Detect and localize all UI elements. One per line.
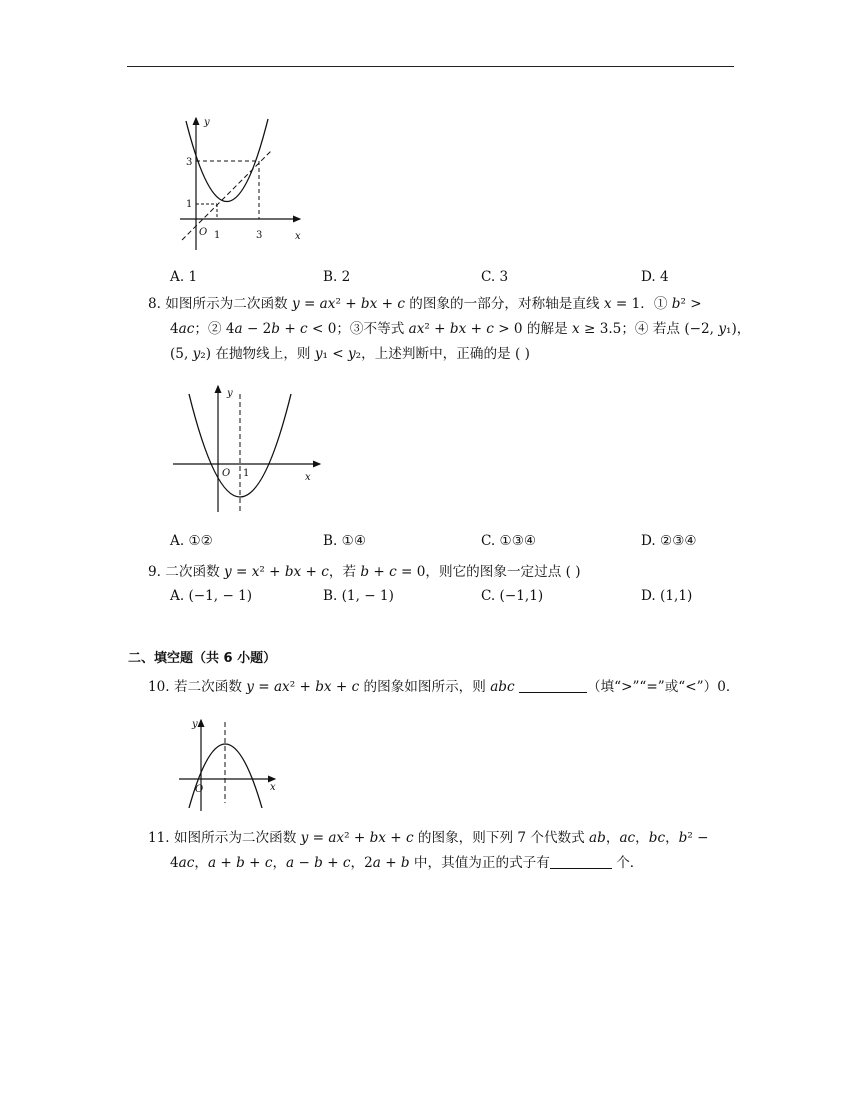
q10-graph — [175, 715, 285, 815]
q7-option-a[interactable]: A. 1 — [170, 269, 198, 285]
q10-text — [148, 678, 739, 696]
svg-text:y: y — [192, 719, 198, 730]
svg-text:1: 1 — [186, 199, 193, 210]
svg-text:1: 1 — [243, 468, 250, 479]
q8-graph — [170, 380, 330, 515]
q7-option-d[interactable]: D. 4 — [641, 269, 669, 285]
q9-text: 9. 二次函数 𝑦 = 𝑥² + 𝑏𝑥 + 𝑐，若 𝑏 + 𝑐 = 0，则它的图象一定过点 ( ) — [148, 564, 581, 580]
q7-option-b[interactable]: B. 2 — [323, 269, 351, 285]
svg-text:x: x — [270, 782, 276, 793]
header-rule — [127, 66, 734, 67]
q8-text-line3: (5, 𝑦₂) 在抛物线上，则 𝑦₁ < 𝑦₂，上述判断中，正确的是 ( ) — [170, 346, 530, 362]
q10-text-a: 10. 若二次函数 𝑦 = 𝑎𝑥² + 𝑏𝑥 + 𝑐 的图象如图所示，则 𝑎𝑏𝑐 — [148, 679, 515, 695]
svg-text:y: y — [204, 117, 210, 128]
svg-text:x: x — [305, 472, 311, 483]
svg-text:y: y — [227, 388, 233, 399]
q9-option-b[interactable]: B. (1, − 1) — [323, 588, 394, 604]
q9-option-a[interactable]: A. (−1, − 1) — [170, 588, 253, 604]
section-title: 二、填空题（共 6 小题） — [128, 651, 277, 666]
q8-option-a[interactable]: A. ①② — [170, 533, 213, 549]
svg-text:3: 3 — [256, 230, 263, 241]
q8-option-c[interactable]: C. ①③④ — [481, 533, 537, 549]
q7-option-c[interactable]: C. 3 — [481, 269, 509, 285]
q8-option-b[interactable]: B. ①④ — [323, 533, 367, 549]
q10-text-b: （填“>”“=”或“<”）0． — [586, 679, 740, 695]
q10-answer-blank[interactable] — [519, 678, 587, 693]
svg-text:O: O — [222, 468, 231, 479]
q8-text-line2: 4𝑎𝑐；② 4𝑎 − 2𝑏 + 𝑐 < 0；③不等式 𝑎𝑥² + 𝑏𝑥 + 𝑐 > 0 的解是 𝑥 ≥ 3.5；④ 若点 (−2, 𝑦₁)， — [170, 321, 751, 337]
q11-text-a: 4𝑎𝑐，𝑎 + 𝑏 + 𝑐，𝑎 − 𝑏 + 𝑐，2𝑎 + 𝑏 中，其值为正的式子有 — [170, 855, 550, 871]
q9-option-c[interactable]: C. (−1,1) — [481, 588, 544, 604]
svg-text:1: 1 — [214, 230, 221, 241]
q8-text-line1: 8. 如图所示为二次函数 𝑦 = 𝑎𝑥² + 𝑏𝑥 + 𝑐 的图象的一部分，对称轴是直线 𝑥 = 1．① 𝑏² > — [148, 296, 702, 312]
svg-text:O: O — [199, 227, 208, 238]
q11-text-line1: 11. 如图所示为二次函数 𝑦 = 𝑎𝑥² + 𝑏𝑥 + 𝑐 的图象，则下列 7 个代数式 𝑎𝑏，𝑎𝑐，𝑏𝑐，𝑏² − — [148, 830, 709, 846]
q8-option-d[interactable]: D. ②③④ — [641, 533, 697, 549]
svg-text:x: x — [295, 231, 301, 242]
q11-answer-blank[interactable] — [550, 854, 612, 869]
svg-text:O: O — [195, 784, 204, 795]
q7-graph — [170, 113, 310, 253]
q9-option-d[interactable]: D. (1,1) — [641, 588, 693, 604]
svg-text:3: 3 — [186, 157, 193, 168]
q11-text-line2 — [170, 854, 643, 872]
q11-text-b: 个． — [611, 855, 644, 871]
